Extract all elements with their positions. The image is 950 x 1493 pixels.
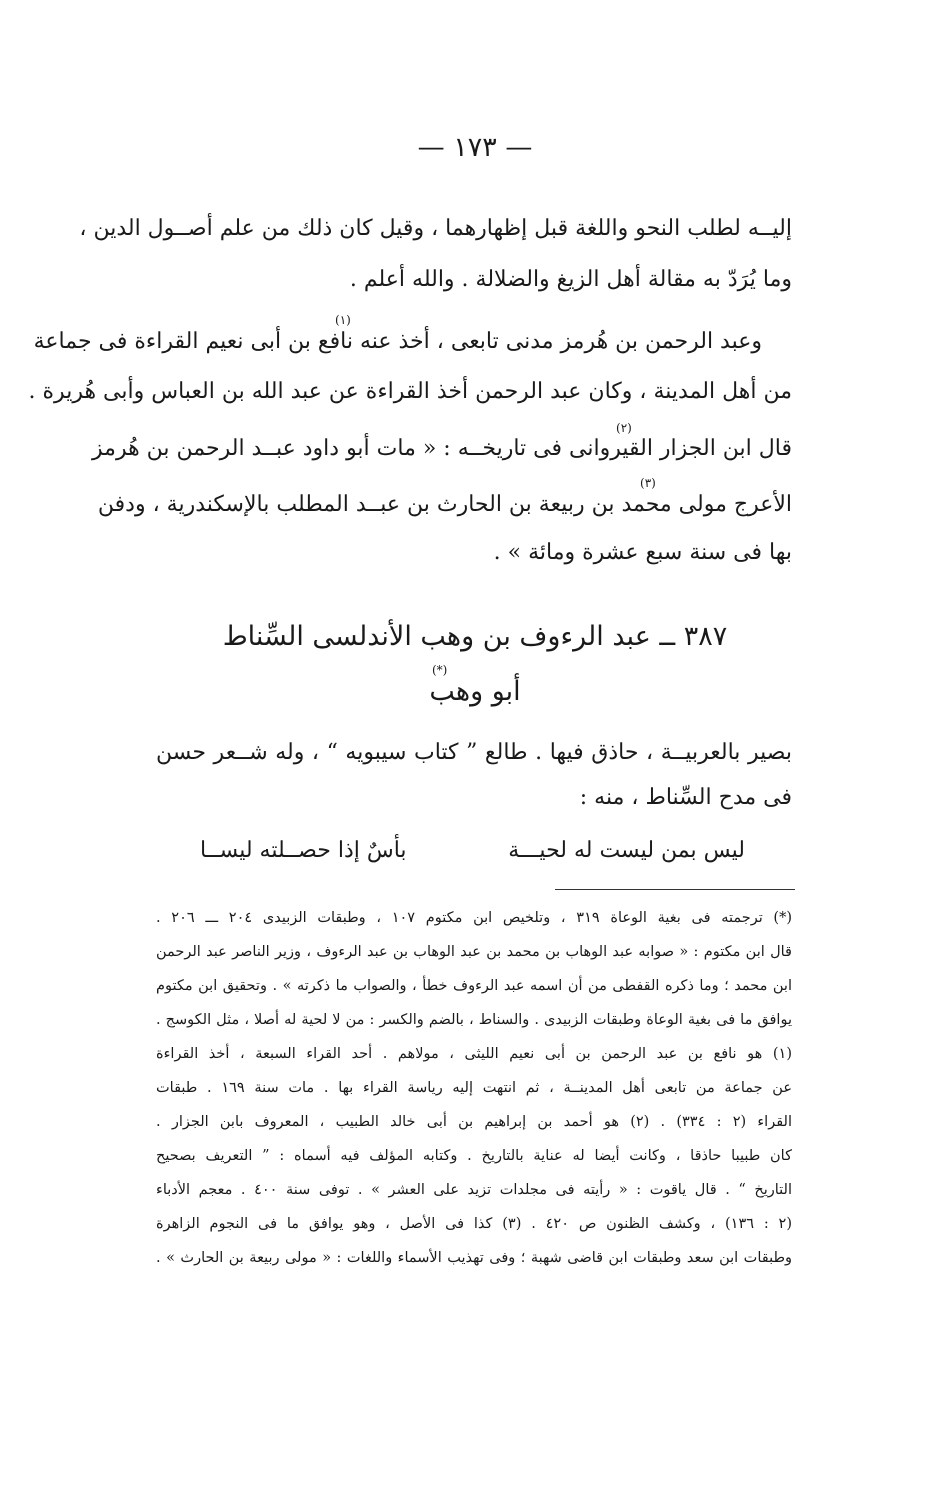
intro-line-2: وما يُرَدّ به مقالة أهل الزيغ والضلالة . والله أعلم .: [349, 267, 792, 292]
note-marker-3: (٣): [640, 476, 656, 490]
footnote-line: وطبقات ابن سعد وطبقات ابن قاضى شهبة ؛ وفى تهذيب الأسماء واللغات : « مولى ربيعة بن الحارث » .: [156, 1250, 792, 1266]
page-number: — ١٧٣ —: [417, 132, 533, 163]
footnote-line: يوافق ما فى بغية الوعاة وطبقات الزبيدى . والسناط ، بالضم والكسر : من لا لحية له أصلا ، مثل الكوسج .: [156, 1012, 792, 1028]
entry-line-4: الأعرج مولى محمد بن ربيعة بن الحارث بن عبــد المطلب بالإسكندرية ، ودفن: [97, 492, 792, 517]
footnote-line: قال ابن مكتوم : « صوابه عبد الوهاب بن محمد بن عبد الوهاب بن عبد الرءوف ، وزير الناصر عبد الرحمن: [156, 944, 792, 960]
entry-line-2: من أهل المدينة ، وكان عبد الرحمن أخذ القراءة عن عبد الله بن العباس وأبى هُريرة .: [28, 379, 792, 404]
bio-line-2: فى مدح السِّناط ، منه :: [579, 785, 792, 810]
verse-hemistich-1: ليس بمن ليست له لحيـــة: [508, 838, 745, 863]
intro-line-1: إليــه لطلب النحو واللغة قبل إظهارهما ، وقيل كان ذلك من علم أصــول الدين ،: [79, 216, 792, 241]
entry-line-1: وعبد الرحمن بن هُرمز مدنى تابعى ، أخذ عنه نافع بن أبى نعيم القراءة فى جماعة: [33, 329, 762, 354]
footnote-line: (٢ : ١٣٦) ، وكشف الظنون ص ٤٢٠ . (٣) كذا فى الأصل ، وهو يوافق ما فى النجوم الزاهرة: [156, 1216, 793, 1232]
note-marker-star: (*): [432, 663, 448, 677]
footnote-line: كان طبيبا حاذقا ، وكانت أيضا له عناية بالتاريخ . وكتابه المؤلف فيه أسماه : ” التعريف بصحيح: [156, 1148, 793, 1164]
poem-verse: [200, 835, 745, 867]
entry-subheading: أبو وهب: [429, 676, 521, 707]
footnote-line: القراء (٢ : ٣٣٤) . (٢) هو أحمد بن إبراهيم بن أبى خالد الطبيب ، المعروف بابن الجزار .: [156, 1114, 792, 1130]
footnote-line: (١) هو نافع بن عبد الرحمن بن أبى نعيم الليثى ، مولاهم . أحد القراء السبعة ، أخذ القراءة: [156, 1046, 792, 1062]
entry-heading: ٣٨٧ ــ عبد الرءوف بن وهب الأندلسى السِّناط: [222, 621, 728, 652]
footnote-line: التاريخ “ . قال ياقوت : « رأيته فى مجلدات تزيد على العشر » . توفى سنة ٤٠٠ . معجم الأدباء: [156, 1182, 792, 1198]
note-marker-1: (١): [335, 313, 351, 327]
entry-line-3: قال ابن الجزار القيروانى فى تاريخــه : « مات أبو داود عبــد الرحمن بن هُرمز: [92, 436, 792, 461]
footnote-line: ابن محمد ؛ وما ذكره القفطى من أن اسمه عبد الرءوف خطأ ، والصواب ما ذكرته » . وتحقيق ابن مكتوم: [156, 978, 792, 994]
footnote-line: (*) ترجمته فى بغية الوعاة ٣١٩ ، وتلخيص ابن مكتوم ١٠٧ ، وطبقات الزبيدى ٢٠٤ ـــ ٢٠٦ .: [156, 910, 792, 926]
footnote-divider: [555, 889, 795, 890]
bio-line-1: بصير بالعربيــة ، حاذق فيها . طالع ” كتاب سيبويه “ ، وله شــعر حسن: [156, 740, 792, 765]
footnote-line: عن جماعة من تابعى أهل المدينــة ، ثم انتهت إليه رياسة القراء بها . مات سنة ١٦٩ . طبقات: [156, 1080, 792, 1096]
note-marker-2: (٢): [616, 421, 632, 435]
entry-line-5: بها فى سنة سبع عشرة ومائة » .: [493, 540, 792, 565]
verse-hemistich-2: بأسٌ إذا حصــلته ليســا: [200, 838, 407, 863]
